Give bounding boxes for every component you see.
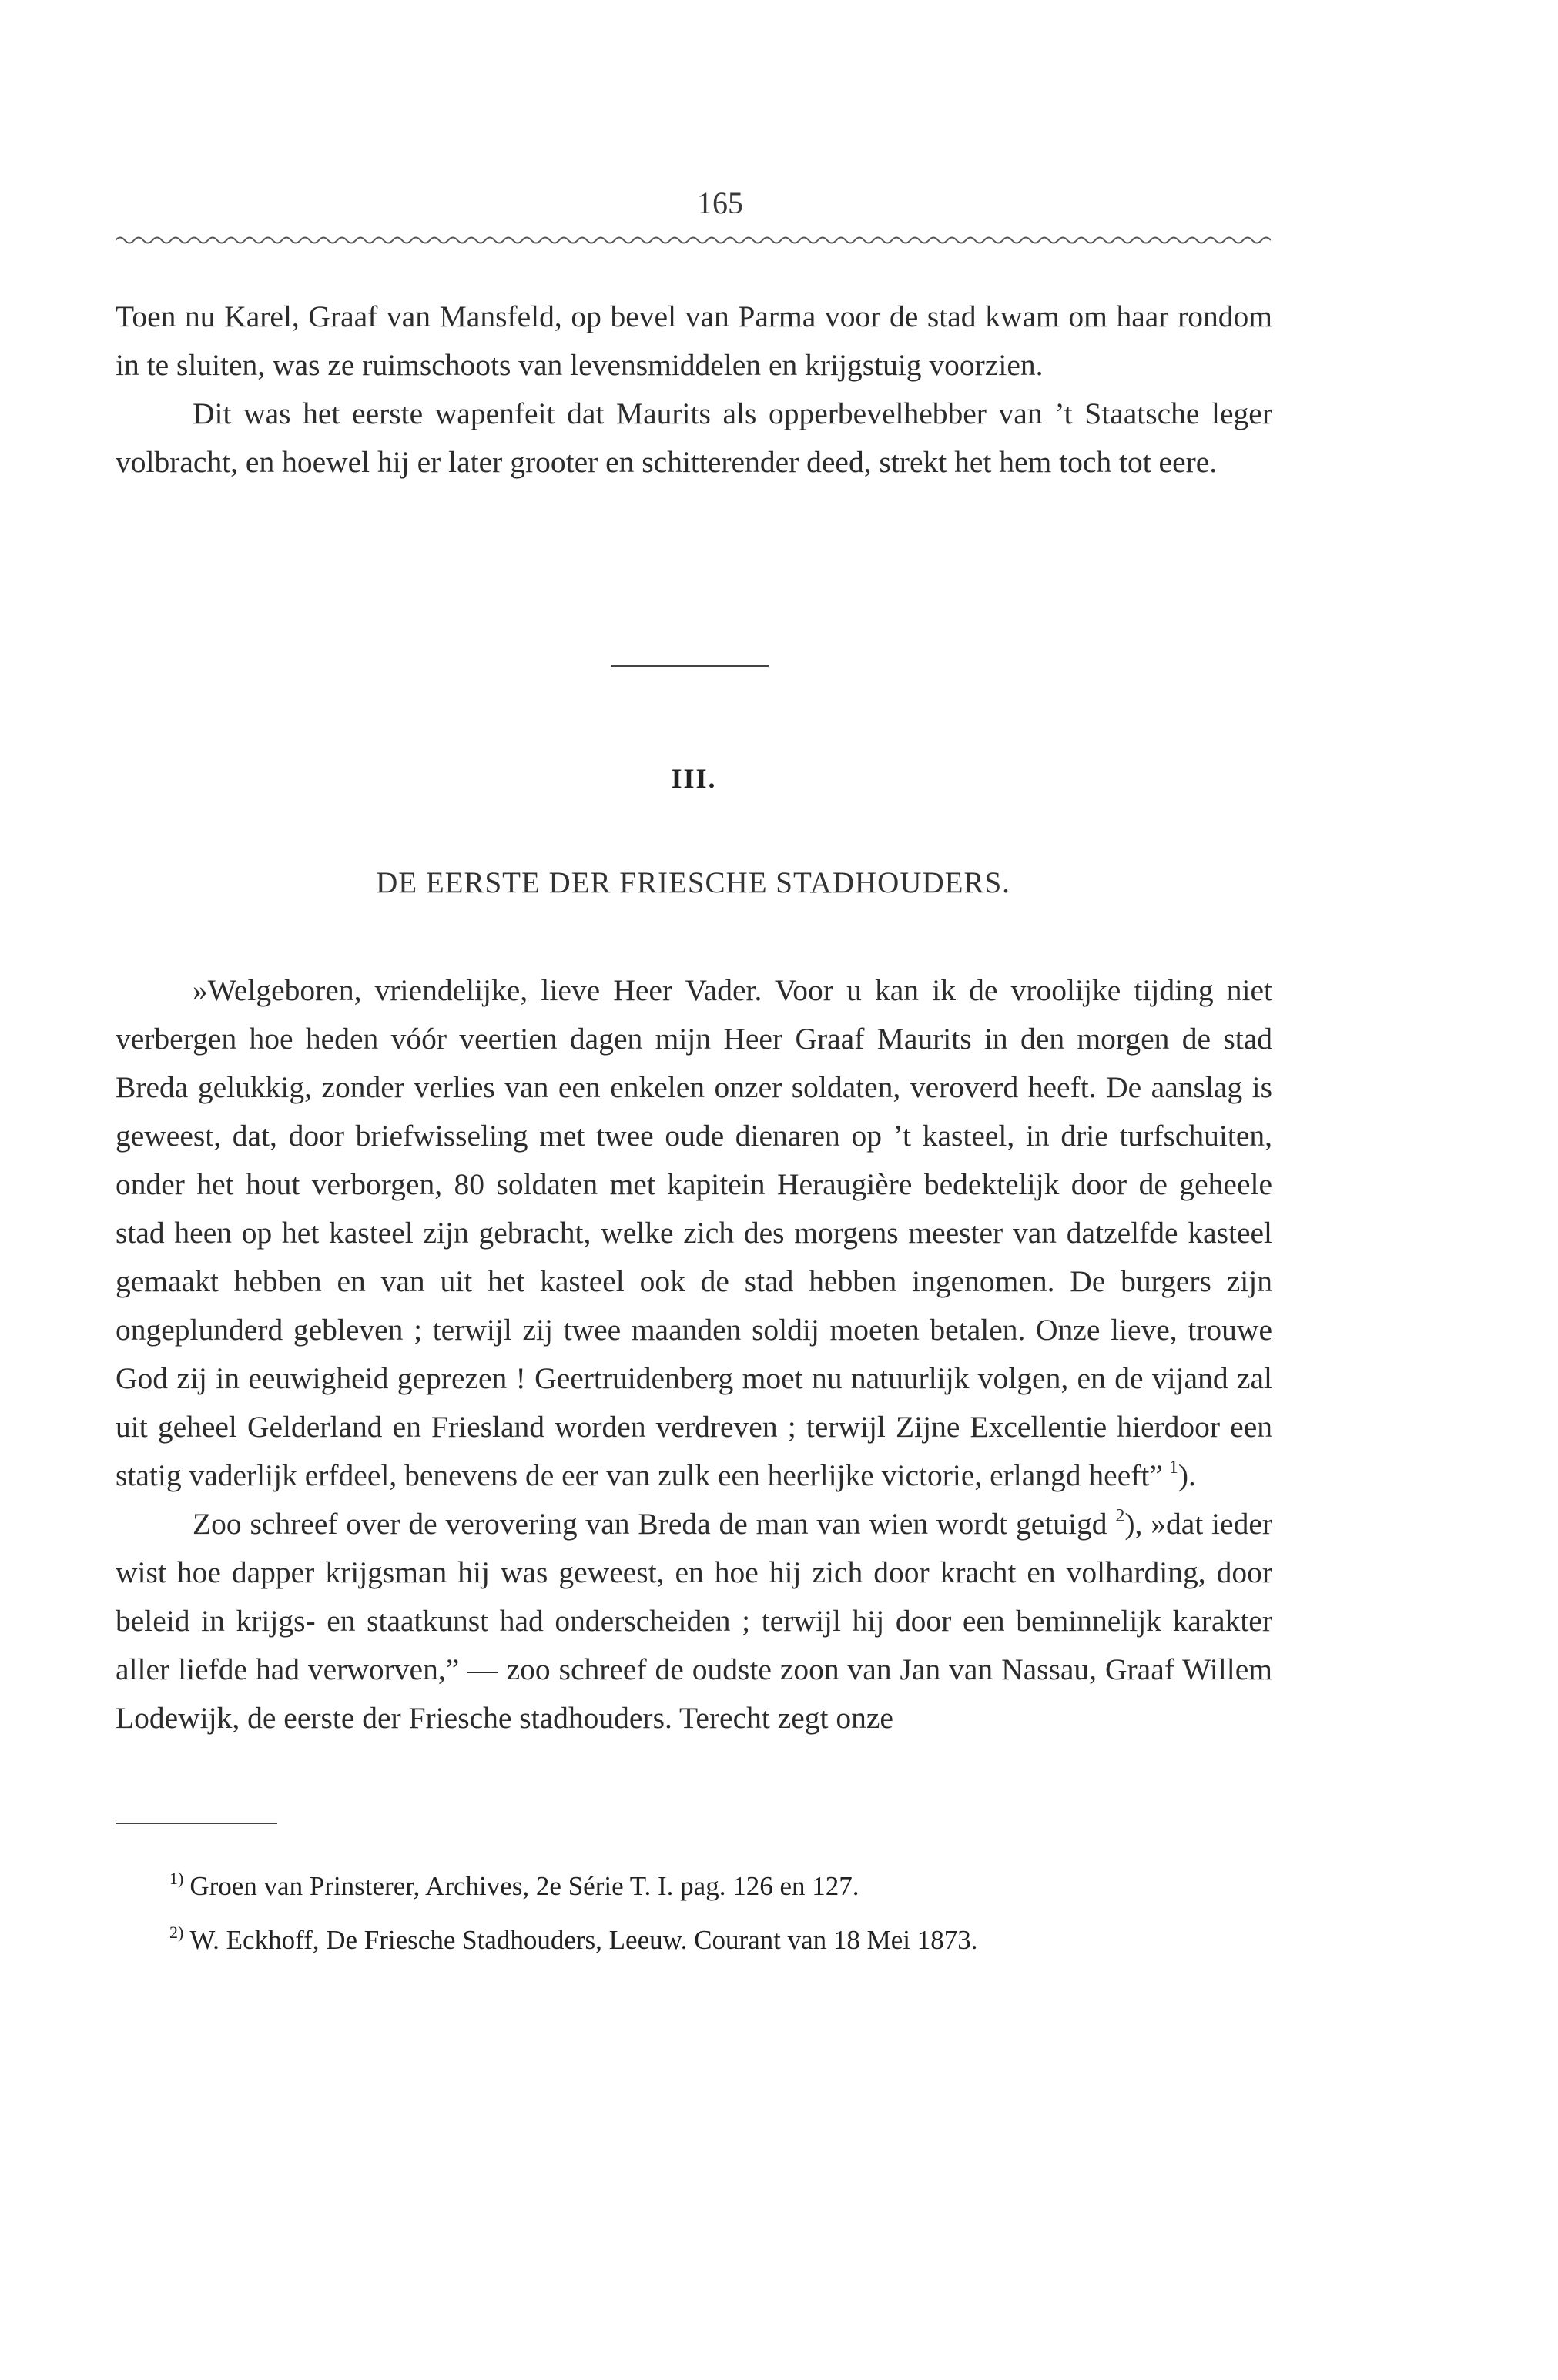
footnote-mark-1: 1)	[169, 1869, 184, 1888]
footnote-text-2: W. Eckhoff, De Friesche Stadhouders, Leeuw. Courant van 18 Mei 1873.	[189, 1925, 978, 1955]
footnote-rule	[116, 1823, 277, 1824]
page-number: 165	[697, 186, 743, 220]
paragraph-2-rest: ), »dat ieder wist hoe dapper krijgsman hij was geweest, en hoe hij zich door kracht en volharding, door beleid in krijgs- en staatkunst had onderscheiden ; terwijl hij door een beminnelijk karakter aller liefde had verworven,” — zoo schreef de oudste zoon van Jan van Nassau, Graaf Willem Lodewijk, de eerste der Friesche stadhouders. Terecht zegt onze	[116, 1507, 1272, 1735]
letter-text: »Welgeboren, vriendelijke, lieve Heer Vader. Voor u kan ik de vroolijke tijding niet verbergen hoe heden vóór veertien dagen mijn Heer Graaf Maurits in den morgen de stad Breda gelukkig, zonder verlies van een enkelen onzer soldaten, veroverd heeft. De aanslag is geweest, dat, door briefwisseling met twee oude dienaren op ’t kasteel, in drie turfschuiten, onder het hout verborgen, 80 soldaten met kapitein Heraugière bedektelijk door de geheele stad heen op het kasteel zijn gebracht, welke zich des morgens meester van datzelfde kasteel gemaakt hebben en van uit het kasteel ook de stad hebben ingenomen. De burgers zijn ongeplunderd gebleven ; terwijl zij twee maanden soldij moeten betalen. Onze lieve, trouwe God zij in eeuwigheid geprezen ! Geertruidenberg moet nu natuurlijk volgen, en de vijand zal uit geheel Gelderland en Friesland worden verdreven ; terwijl Zijne Excellentie hierdoor een statig vaderlijk erfdeel, benevens de eer van zulk een heerlijke victorie, erlangd heeft”	[116, 973, 1272, 1492]
footnotes	[169, 1856, 1294, 1963]
section-number: III.	[671, 763, 717, 794]
opening-paragraph-2: Dit was het eerste wapenfeit dat Maurits als opperbevelhebber van ’t Staatsche leger volbracht, en hoewel hij er later grooter en schitterender deed, strekt het hem toch tot eere.	[116, 397, 1272, 479]
footnote-text-1: Groen van Prinsterer, Archives, 2e Série T. I. pag. 126 en 127.	[189, 1871, 859, 1901]
letter-end: ).	[1178, 1458, 1196, 1492]
letter-paragraph	[116, 966, 1272, 1500]
body-text	[116, 966, 1272, 1742]
footnote-1	[169, 1856, 1294, 1910]
opening-paragraph-1: Toen nu Karel, Graaf van Mansfeld, op bevel van Parma voor de stad kwam om haar rondom in te sluiten, was ze ruimschoots van levensmiddelen en krijgstuig voorzien.	[116, 300, 1272, 382]
body-paragraph-2	[116, 1500, 1272, 1742]
paragraph-2-start: Zoo schreef over de verovering van Breda de man van wien wordt getuigd	[193, 1507, 1107, 1541]
section-title: DE EERSTE DER FRIESCHE STADHOUDERS.	[376, 866, 1010, 899]
footnote-2	[169, 1910, 1294, 1963]
wavy-header-rule	[116, 233, 1271, 248]
opening-text	[116, 293, 1272, 487]
footnote-ref-1: 1	[1168, 1458, 1178, 1478]
footnote-ref-2: 2	[1115, 1506, 1125, 1526]
section-divider	[611, 665, 769, 667]
footnote-mark-2: 2)	[169, 1923, 184, 1942]
